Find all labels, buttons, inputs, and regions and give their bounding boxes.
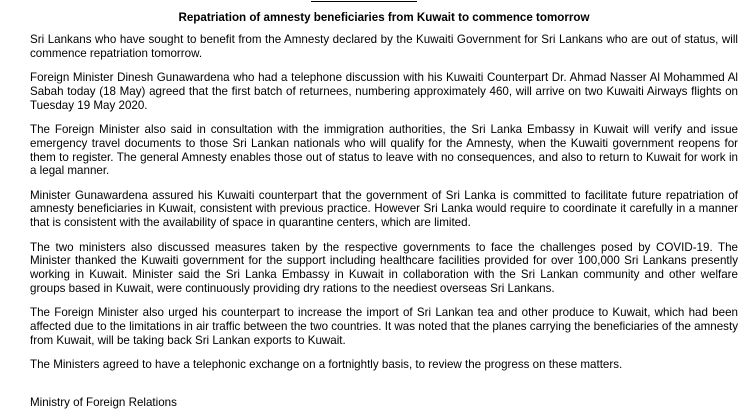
paragraph-1: Sri Lankans who have sought to benefit from the Amnesty declared by the Kuwaiti Government for Sri Lankans who are out of status, will commence repatriation tomorrow.	[30, 33, 738, 60]
document-title: Repatriation of amnesty beneficiaries from Kuwait to commence tomorrow	[178, 11, 590, 24]
press-release	[30, 11, 738, 382]
paragraph-5: The two ministers also discussed measures taken by the respective governments to face the challenges posed by COVID-19. The Minister thanked the Kuwaiti government for the support including healthcare facilities provided for over 100,000 Sri Lankans presently working in Kuwait. Minister said the Sri Lanka Embassy in Kuwait in collaboration with the Sri Lankan community and other welfare groups based in Kuwait, were continuously providing dry rations to the neediest overseas Sri Lankans.	[30, 240, 738, 295]
paragraph-3: The Foreign Minister also said in consultation with the immigration authorities, the Sri Lanka Embassy in Kuwait will verify and issue emergency travel documents to those Sri Lankan nationals who will qualify for the Amnesty, when the Kuwaiti government reopens for them to register. The general Amnesty enables those out of status to leave with no consequences, and also to return to Kuwait for work in a legal manner.	[30, 122, 738, 178]
paragraph-6: The Foreign Minister also urged his counterpart to increase the import of Sri Lankan tea and other produce to Kuwait, which had been affected due to the limitations in air traffic between the two countries. It was noted that the planes carrying the beneficiaries of the amnesty from Kuwait, will be taking back Sri Lankan exports to Kuwait.	[30, 306, 738, 347]
signature-line: Ministry of Foreign Relations	[30, 396, 177, 409]
paragraph-2: Foreign Minister Dinesh Gunawardena who had a telephone discussion with his Kuwaiti Counterpart Dr. Ahmad Nasser Al Mohammed Al Sabah today (18 May) agreed that the first batch of returnees, numbering approximately 460, will arrive on two Kuwaiti Airways flights on Tuesday 19 May 2020.	[30, 71, 738, 112]
paragraph-4: Minister Gunawardena assured his Kuwaiti counterpart that the government of Sri Lanka is committed to facilitate future repatriation of amnesty beneficiaries in Kuwait, consistent with previous practice. However Sri Lanka would require to coordinate it carefully in a manner that is consistent with the availability of space in quarantine centers, which are limited.	[30, 188, 738, 230]
paragraph-7: The Ministers agreed to have a telephonic exchange on a fortnightly basis, to review the progress on these matters.	[30, 358, 623, 372]
header-rule	[311, 1, 417, 2]
